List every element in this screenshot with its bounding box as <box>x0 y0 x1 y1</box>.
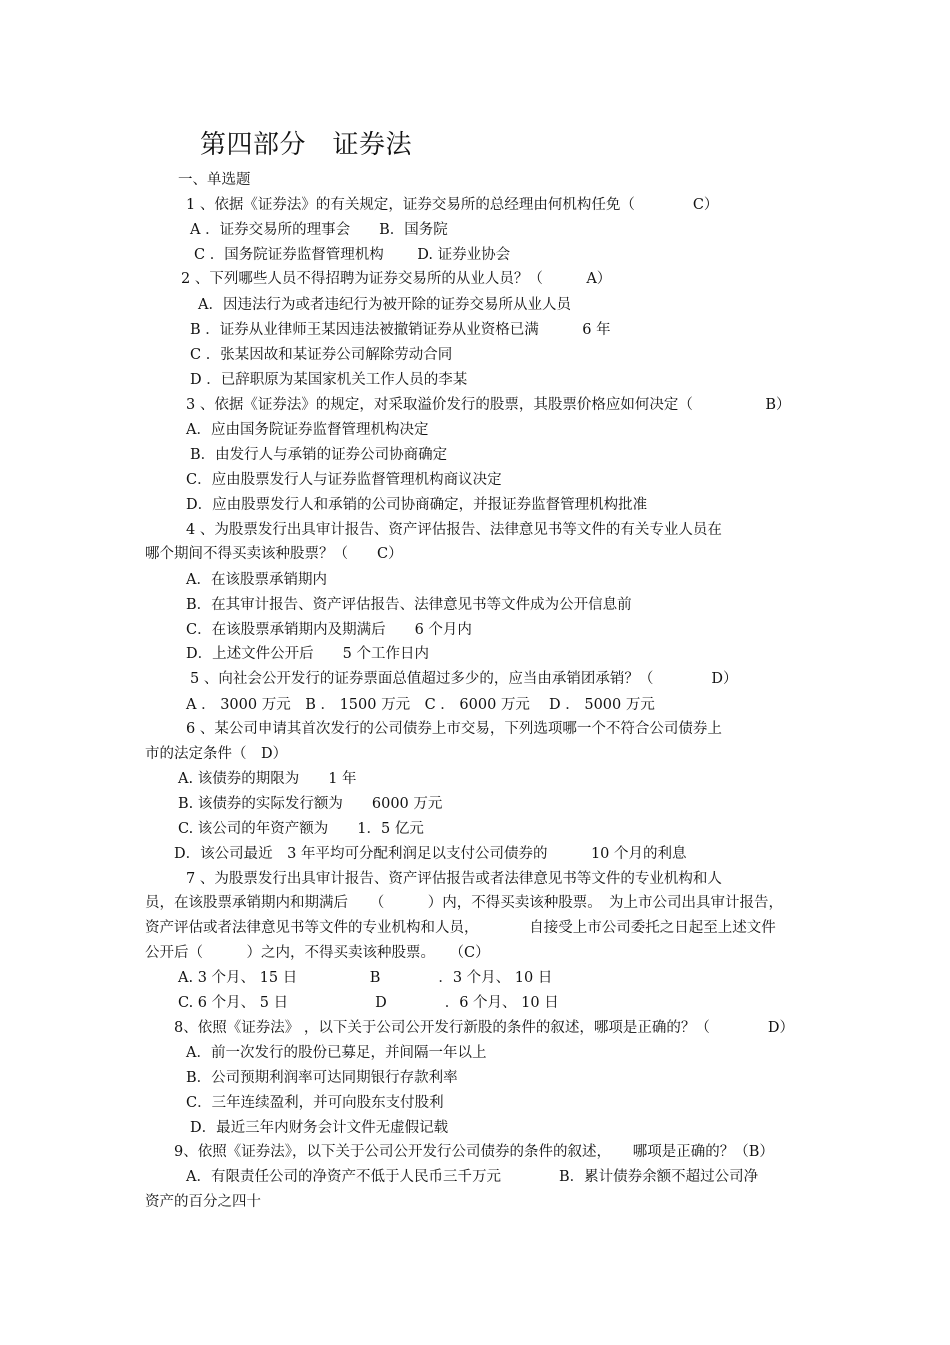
text-line: 市的法定条件（ D） <box>145 746 288 762</box>
text-line: B．公司预期利润率可达同期银行存款利率 <box>186 1070 458 1086</box>
text-line: D．该公司最近 3 年平均可分配利润足以支付公司债券的 10 个月的利息 <box>174 846 687 862</box>
text-line: B．由发行人与承销的证券公司协商确定 <box>190 447 448 463</box>
text-line: 员，在该股票承销期内和期满后 （ ）内，不得买卖该种股票。 为上市公司出具审计报告， <box>145 895 783 911</box>
text-line: 8、依照《证券法》 ，以下关于公司公开发行新股的条件的叙述，哪项是正确的？（ D） <box>174 1020 794 1036</box>
text-line: C ．国务院证券监督管理机构 D. 证券业协会 <box>194 247 511 263</box>
text-line: 5 、向社会公开发行的证券票面总值超过多少的，应当由承销团承销？（ D） <box>190 671 738 687</box>
text-line: C．应由股票发行人与证券监督管理机构商议决定 <box>186 472 502 488</box>
text-line: 7 、为股票发行出具审计报告、资产评估报告或者法律意见书等文件的专业机构和人 <box>186 871 722 887</box>
text-line: B．在其审计报告、资产评估报告、法律意见书等文件成为公开信息前 <box>186 597 632 613</box>
text-line: A. 该债券的期限为 1 年 <box>178 771 357 787</box>
text-line: A ．证券交易所的理事会 B．国务院 <box>190 222 448 238</box>
text-line: D．最近三年内财务会计文件无虚假记载 <box>190 1120 449 1136</box>
text-line: B. 该债券的实际发行额为 6000 万元 <box>178 796 443 812</box>
text-line: A．前一次发行的股份已募足，并间隔一年以上 <box>186 1045 487 1061</box>
text-line: 资产的百分之四十 <box>145 1194 261 1210</box>
text-line: 公开后（ ）之内，不得买卖该种股票。 （C） <box>145 945 490 961</box>
text-line: 3 、依据《证券法》的规定，对采取溢价发行的股票，其股票价格应如何决定（ B） <box>186 397 791 413</box>
text-line: A ． 3000 万元 B ． 1500 万元 C ． 6000 万元 D ． 5000 万元 <box>186 697 655 713</box>
text-line: 2 、下列哪些人员不得招聘为证券交易所的从业人员？（ A） <box>181 271 612 287</box>
text-line: A. 3 个月、 15 日 B ．3 个月、 10 日 <box>178 970 553 986</box>
text-line: A．应由国务院证券监督管理机构决定 <box>186 422 429 438</box>
text-line: 9、依照《证券法》，以下关于公司公开发行公司债券的条件的叙述， 哪项是正确的？（B） <box>174 1144 774 1160</box>
text-line: D．应由股票发行人和承销的公司协商确定，并报证券监督管理机构批准 <box>186 497 648 513</box>
text-line: 6 、某公司申请其首次发行的公司债券上市交易，下列选项哪一个不符合公司债券上 <box>186 721 722 737</box>
text-line: C．在该股票承销期内及期满后 6 个月内 <box>186 622 472 638</box>
text-line: A．有限责任公司的净资产不低于人民币三千万元 B．累计债券余额不超过公司净 <box>186 1169 759 1185</box>
text-line: C. 6 个月、 5 日 D ．6 个月、 10 日 <box>178 995 559 1011</box>
text-line: C. 该公司的年资产额为 1．5 亿元 <box>178 821 424 837</box>
text-line: 资产评估或者法律意见书等文件的专业机构和人员， 自接受上市公司委托之日起至上述文件 <box>145 920 776 936</box>
text-line: 一、单选题 <box>178 172 251 188</box>
text-line: C．三年连续盈利，并可向股东支付股利 <box>186 1095 444 1111</box>
text-line: A．在该股票承销期内 <box>186 572 327 588</box>
text-line: D．上述文件公开后 5 个工作日内 <box>186 646 429 662</box>
text-line: 哪个期间不得买卖该种股票？（ C） <box>145 546 403 562</box>
page-title: 第四部分 证券法 <box>200 130 413 160</box>
text-line: B ．证券从业律师王某因违法被撤销证券从业资格已满 6 年 <box>190 322 611 338</box>
text-line: C ．张某因故和某证券公司解除劳动合同 <box>190 347 453 363</box>
text-line: D ．已辞职原为某国家机关工作人员的李某 <box>190 372 468 388</box>
text-line: A．因违法行为或者违纪行为被开除的证券交易所从业人员 <box>198 297 571 313</box>
text-line: 4 、为股票发行出具审计报告、资产评估报告、法律意见书等文件的有关专业人员在 <box>186 522 722 538</box>
text-line: 1 、依据《证券法》的有关规定，证券交易所的总经理由何机构任免（ C） <box>186 197 719 213</box>
